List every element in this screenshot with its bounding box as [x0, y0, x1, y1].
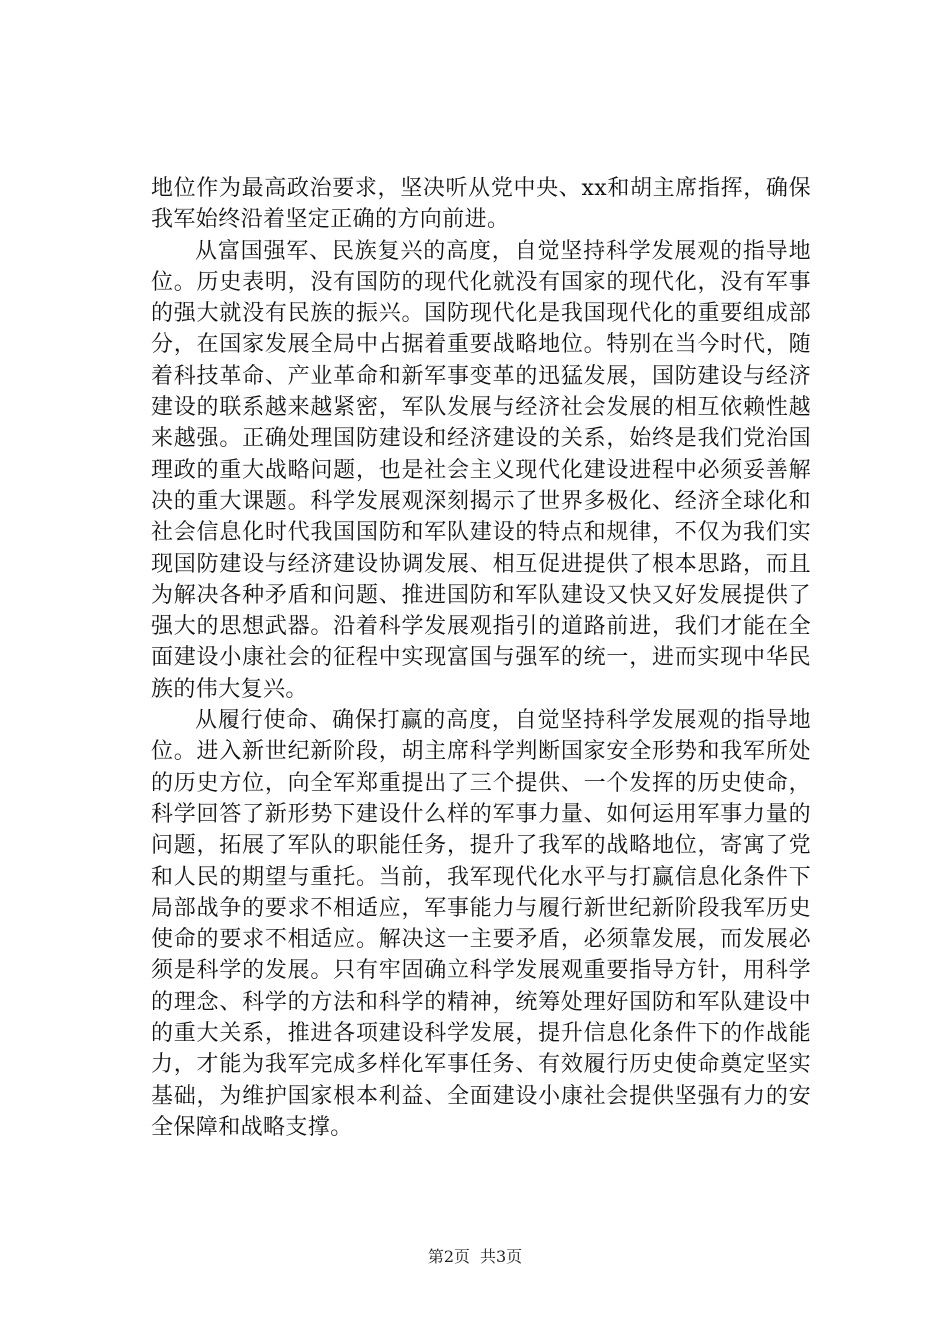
- page-total: 共3页: [480, 1247, 523, 1266]
- page-number: 第2页: [427, 1247, 470, 1266]
- paragraph-prosperity-strong-army: 从富国强军、民族复兴的高度，自觉坚持科学发展观的指导地位。历史表明，没有国防的现代化就没有国家的现代化，没有军事的强大就没有民族的振兴。国防现代化是我国现代化的重要组成部分，在国家发展全局中占据着重要战略地位。特别在当今时代，随着科技革命、产业革命和新军事变革的迅猛发展，国防建设与经济建设的联系越来越紧密，军队发展与经济社会发展的相互依赖性越来越强。正确处理国防建设和经济建设的关系，始终是我们党治国理政的重大战略问题，也是社会主义现代化建设进程中必须妥善解决的重大课题。科学发展观深刻揭示了世界多极化、经济全球化和社会信息化时代我国国防和军队建设的特点和规律，不仅为我们实现国防建设与经济建设协调发展、相互促进提供了根本思路，而且为解决各种矛盾和问题、推进国防和军队建设又快又好发展提供了强大的思想武器。沿着科学发展观指引的道路前进，我们才能在全面建设小康社会的征程中实现富国与强军的统一，进而实现中华民族的伟大复兴。: [151, 238, 811, 702]
- paragraph-fulfill-mission: 从履行使命、确保打赢的高度，自觉坚持科学发展观的指导地位。进入新世纪新阶段，胡主席科学判断国家安全形势和我军所处的历史方位，向全军郑重提出了三个提供、一个发挥的历史使命，科学回答了新形势下建设什么样的军事力量、如何运用军事力量的问题，拓展了军队的职能任务，提升了我军的战略地位，寄寓了党和人民的期望与重托。当前，我军现代化水平与打赢信息化条件下局部战争的要求不相适应，军事能力与履行新世纪新阶段我军历史使命的要求不相适应。解决这一主要矛盾，必须靠发展，而发展必须是科学的发展。只有牢固确立科学发展观重要指导方针，用科学的理念、科学的方法和科学的精神，统筹处理好国防和军队建设中的重大关系，推进各项建设科学发展，提升信息化条件下的作战能力，才能为我军完成多样化军事任务、有效履行历史使命奠定坚实基础，为维护国家根本利益、全面建设小康社会提供坚强有力的安全保障和战略支撑。: [151, 708, 811, 1140]
- document-body: [151, 173, 811, 1143]
- paragraph-continuation: 地位作为最高政治要求，坚决听从党中央、xx和胡主席指挥，确保我军始终沿着坚定正确的方向前进。: [151, 176, 811, 233]
- page-footer: [0, 1244, 950, 1267]
